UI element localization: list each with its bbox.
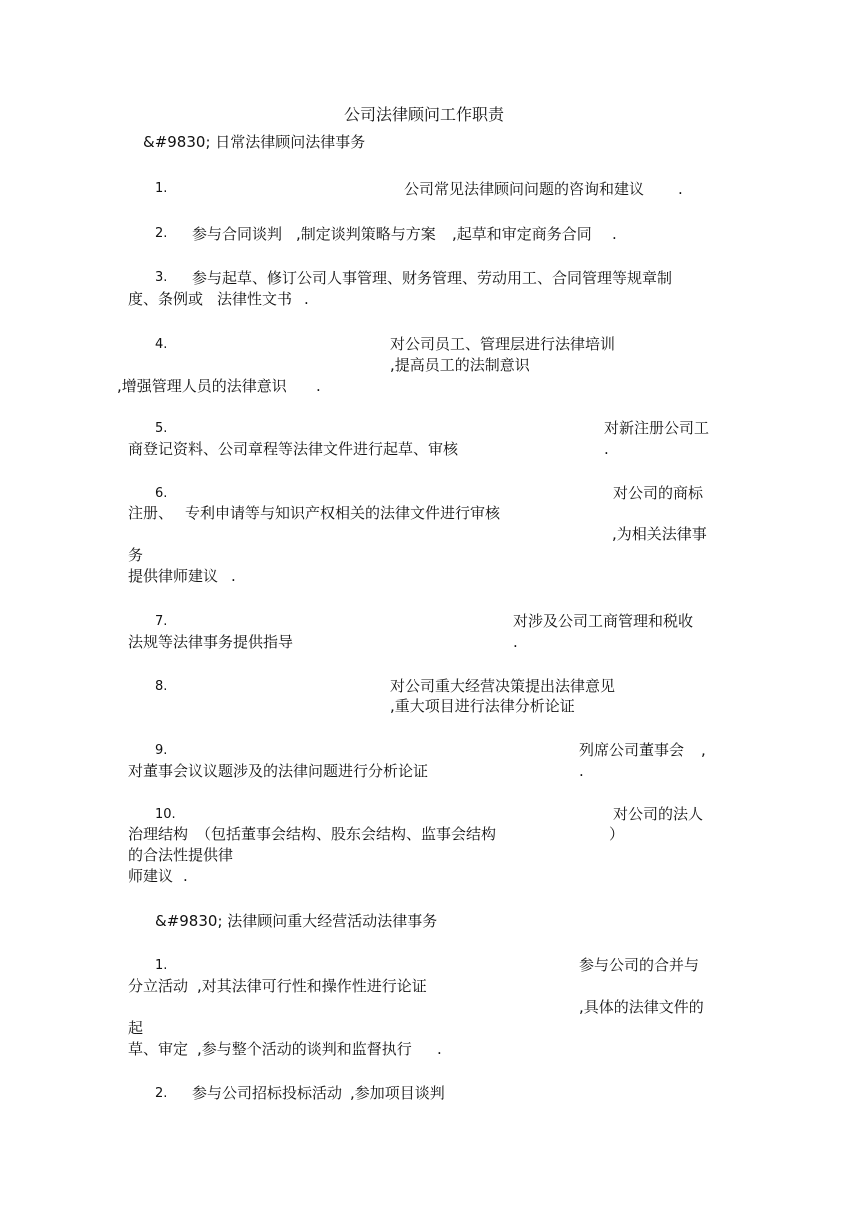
item-text: 对公司的商标: [613, 484, 704, 502]
item-text: 法规等法律事务提供指导: [128, 633, 294, 651]
item-number: 1.: [155, 958, 168, 973]
item-text: .: [437, 1040, 442, 1058]
item-text: .: [579, 762, 584, 780]
item-text: ）: [609, 825, 625, 843]
section-heading: &#9830; 法律顾问重大经营活动法律事务: [155, 912, 438, 930]
item-text: 起: [128, 1019, 144, 1037]
item-text: 草、审定: [128, 1040, 189, 1058]
item-number: 10.: [155, 807, 176, 822]
item-text: 度、条例或: [128, 290, 204, 308]
item-text: ,制定谈判策略与方案: [296, 225, 436, 243]
item-number: 5.: [155, 421, 168, 436]
item-text: 商登记资料、公司章程等法律文件进行起草、审核: [128, 440, 459, 458]
item-text: ,增强管理人员的法律意识: [117, 377, 287, 395]
item-text: 公司常见法律顾问问题的咨询和建议: [404, 180, 645, 198]
item-text: .: [612, 225, 617, 243]
item-text: ,提高员工的法制意识: [390, 356, 530, 374]
item-text: ,重大项目进行法律分析论证: [390, 697, 575, 715]
item-text: 对新注册公司工: [604, 419, 710, 437]
item-text: 分立活动: [128, 977, 189, 995]
item-text: ,具体的法律文件的: [579, 998, 704, 1016]
item-number: 4.: [155, 337, 168, 352]
item-text: .: [678, 180, 683, 198]
item-text: （包括董事会结构、股东会结构、监事会结构: [196, 825, 497, 843]
item-number: 2.: [155, 226, 168, 241]
item-text: .: [183, 867, 188, 885]
item-text: 对涉及公司工商管理和税收: [513, 612, 694, 630]
item-text: 对公司员工、管理层进行法律培训: [390, 335, 616, 353]
item-number: 6.: [155, 486, 168, 501]
item-text: ,: [701, 741, 706, 759]
item-text: ,对其法律可行性和操作性进行论证: [197, 977, 427, 995]
item-text: ,参加项目谈判: [350, 1084, 445, 1102]
item-text: 参与公司的合并与: [579, 956, 700, 974]
item-text: 治理结构: [128, 825, 189, 843]
item-text: ,参与整个活动的谈判和监督执行: [197, 1040, 412, 1058]
item-text: .: [513, 633, 518, 651]
item-text: 的合法性提供律: [128, 846, 234, 864]
item-text: 列席公司董事会: [579, 741, 685, 759]
item-number: 2.: [155, 1086, 168, 1101]
item-text: 师建议: [128, 867, 174, 885]
page-title: 公司法律顾问工作职责: [344, 105, 505, 124]
item-text: 务: [128, 546, 144, 564]
item-text: 法律性文书: [217, 290, 293, 308]
item-text: 参与公司招标投标活动: [192, 1084, 343, 1102]
item-number: 1.: [155, 181, 168, 196]
item-text: 参与起草、修订公司人事管理、财务管理、劳动用工、合同管理等规章制: [192, 269, 673, 287]
item-text: .: [231, 567, 236, 585]
item-text: ,为相关法律事: [612, 525, 707, 543]
section-heading: &#9830; 日常法律顾问法律事务: [143, 133, 366, 151]
item-text: ,起草和审定商务合同: [452, 225, 592, 243]
item-text: 专利申请等与知识产权相关的法律文件进行审核: [185, 504, 501, 522]
item-text: 对董事会议议题涉及的法律问题进行分析论证: [128, 762, 429, 780]
item-text: 提供律师建议: [128, 567, 219, 585]
item-number: 7.: [155, 614, 168, 629]
item-number: 3.: [155, 270, 168, 285]
item-number: 9.: [155, 743, 168, 758]
item-number: 8.: [155, 679, 168, 694]
item-text: .: [604, 440, 609, 458]
item-text: .: [304, 290, 309, 308]
item-text: 对公司重大经营决策提出法律意见: [390, 677, 616, 695]
item-text: 注册、: [128, 504, 174, 522]
item-text: 对公司的法人: [613, 805, 704, 823]
item-text: .: [316, 377, 321, 395]
item-text: 参与合同谈判: [192, 225, 283, 243]
